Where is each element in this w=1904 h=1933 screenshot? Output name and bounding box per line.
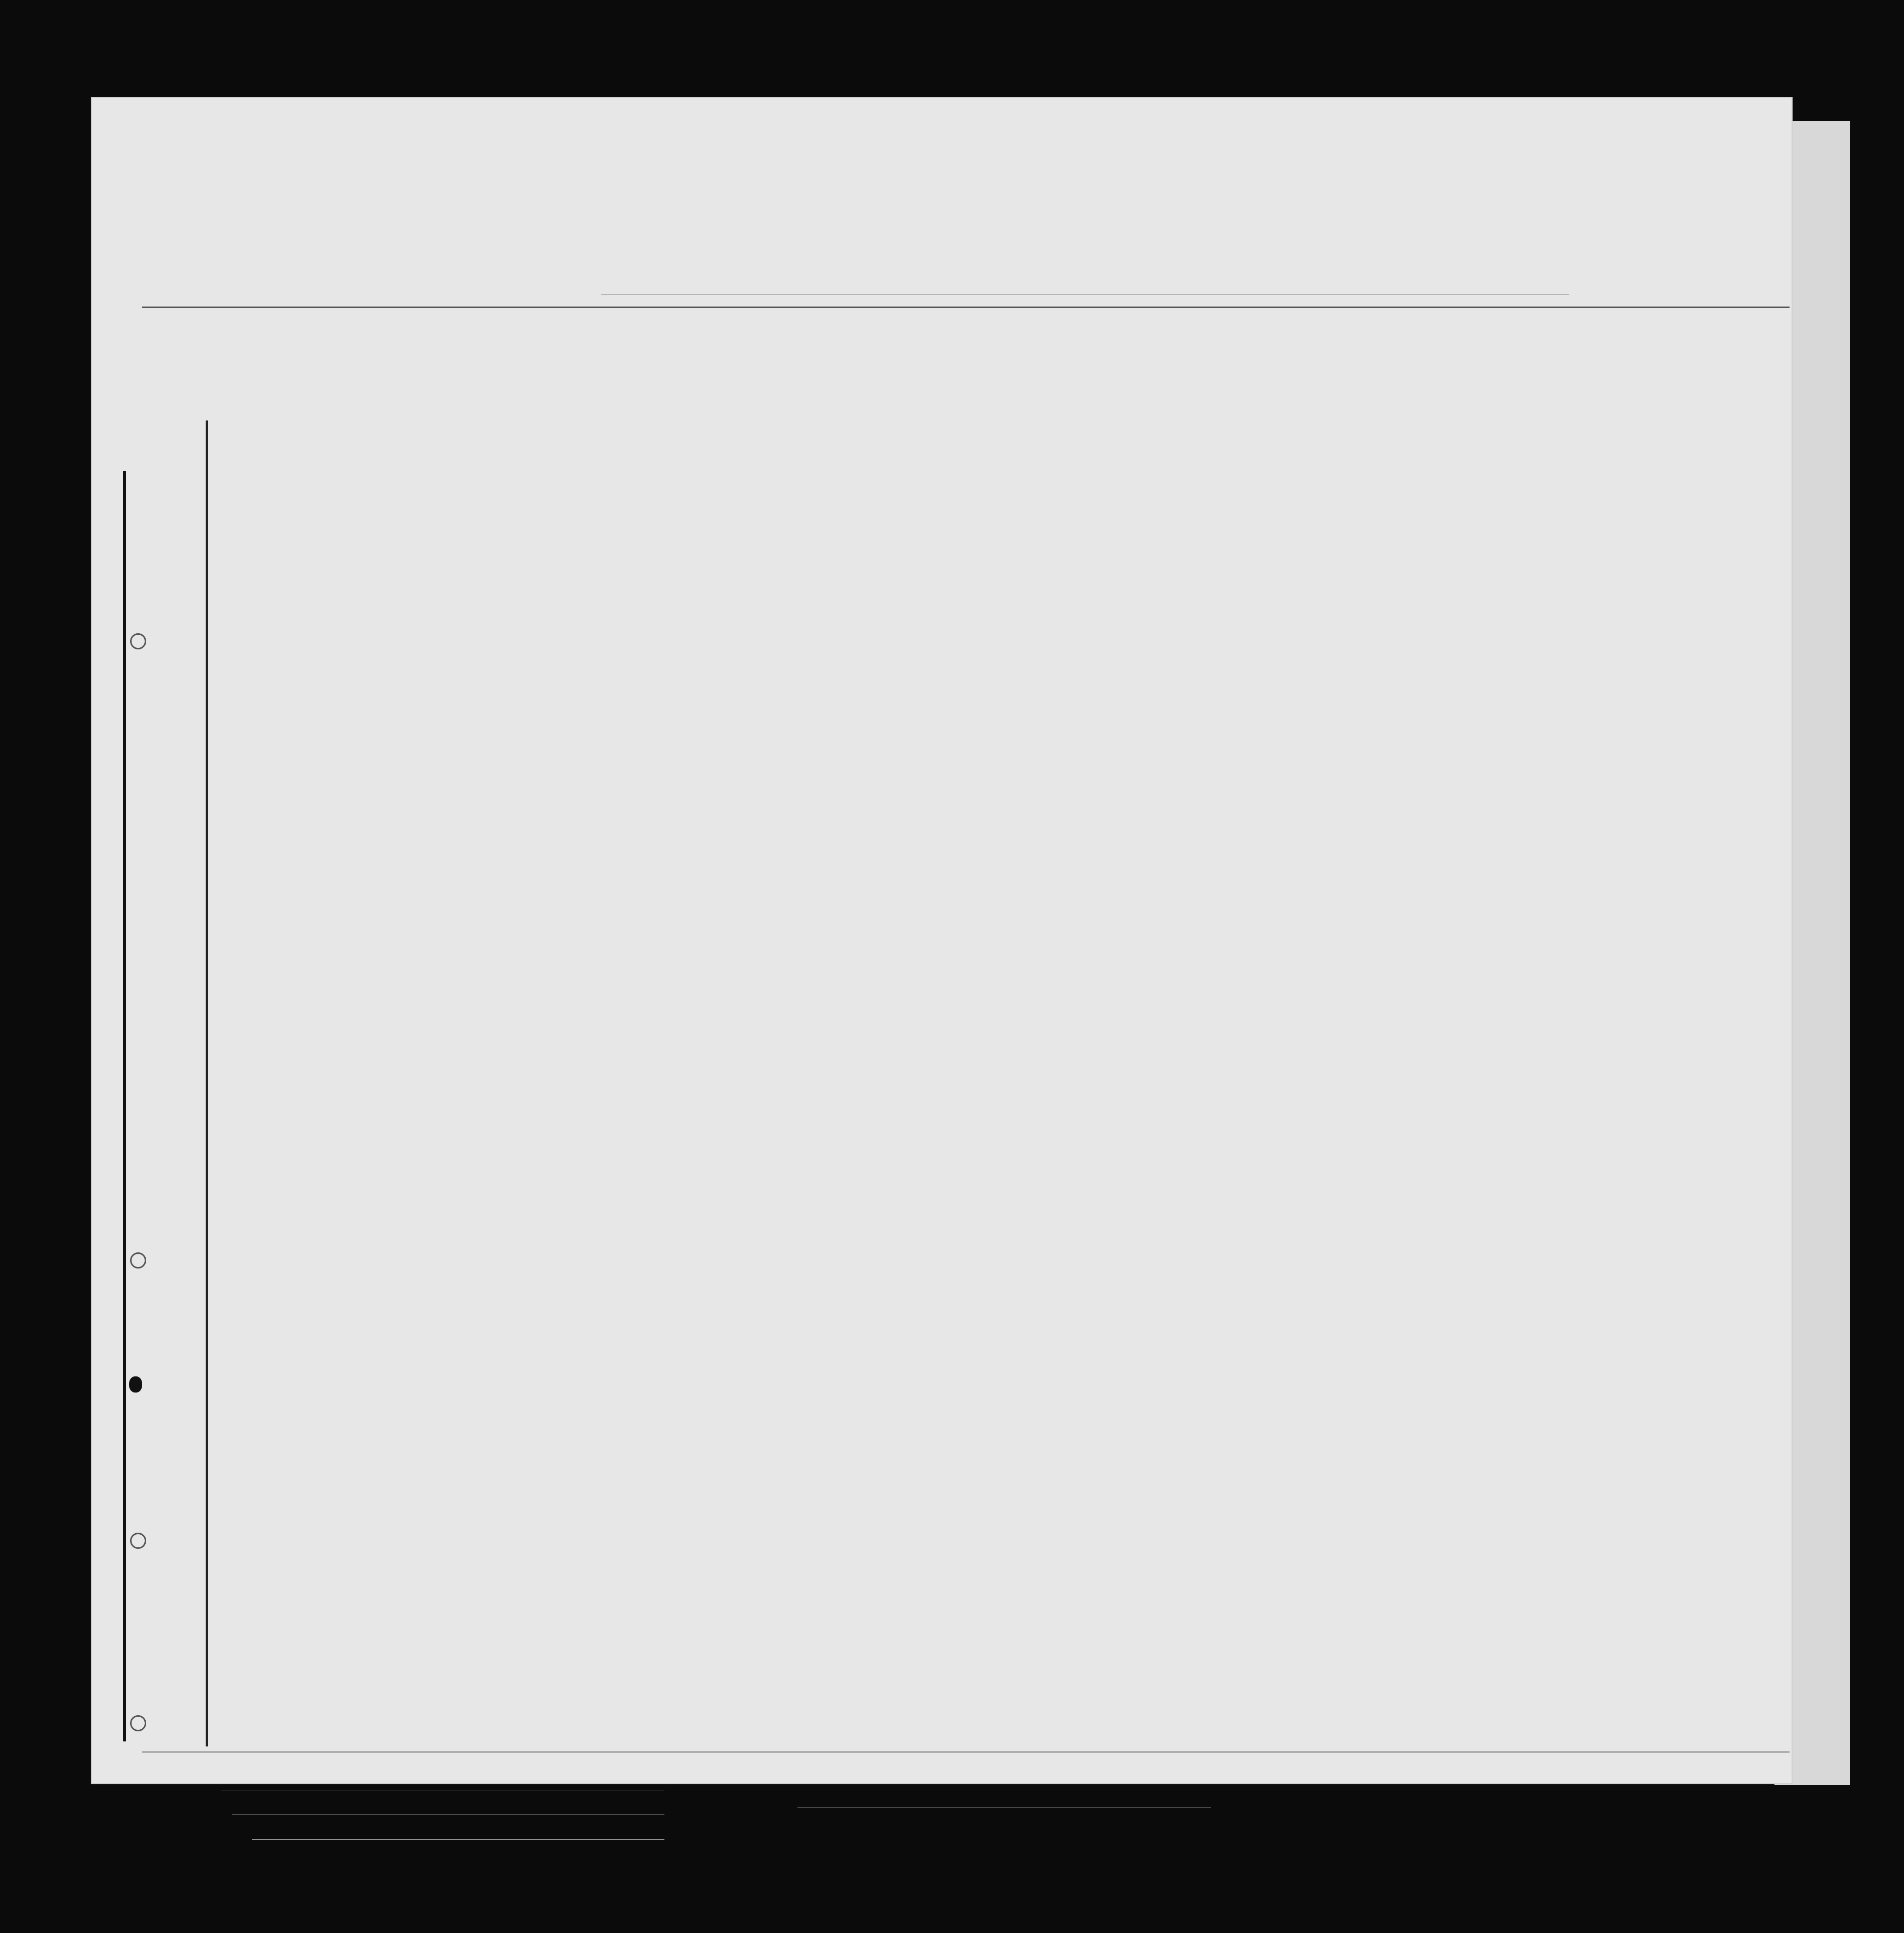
- punch-hole: [130, 1533, 146, 1549]
- ink-blot: [129, 1376, 142, 1393]
- punch-hole: [130, 633, 146, 649]
- punch-hole: [130, 1252, 146, 1268]
- crew-table: [142, 307, 1790, 1747]
- manifest-sheet: [92, 98, 1792, 1783]
- margin-bracket-line: [123, 471, 126, 1741]
- punch-hole: [130, 1715, 146, 1731]
- column-2-bracket-line: [206, 420, 208, 1746]
